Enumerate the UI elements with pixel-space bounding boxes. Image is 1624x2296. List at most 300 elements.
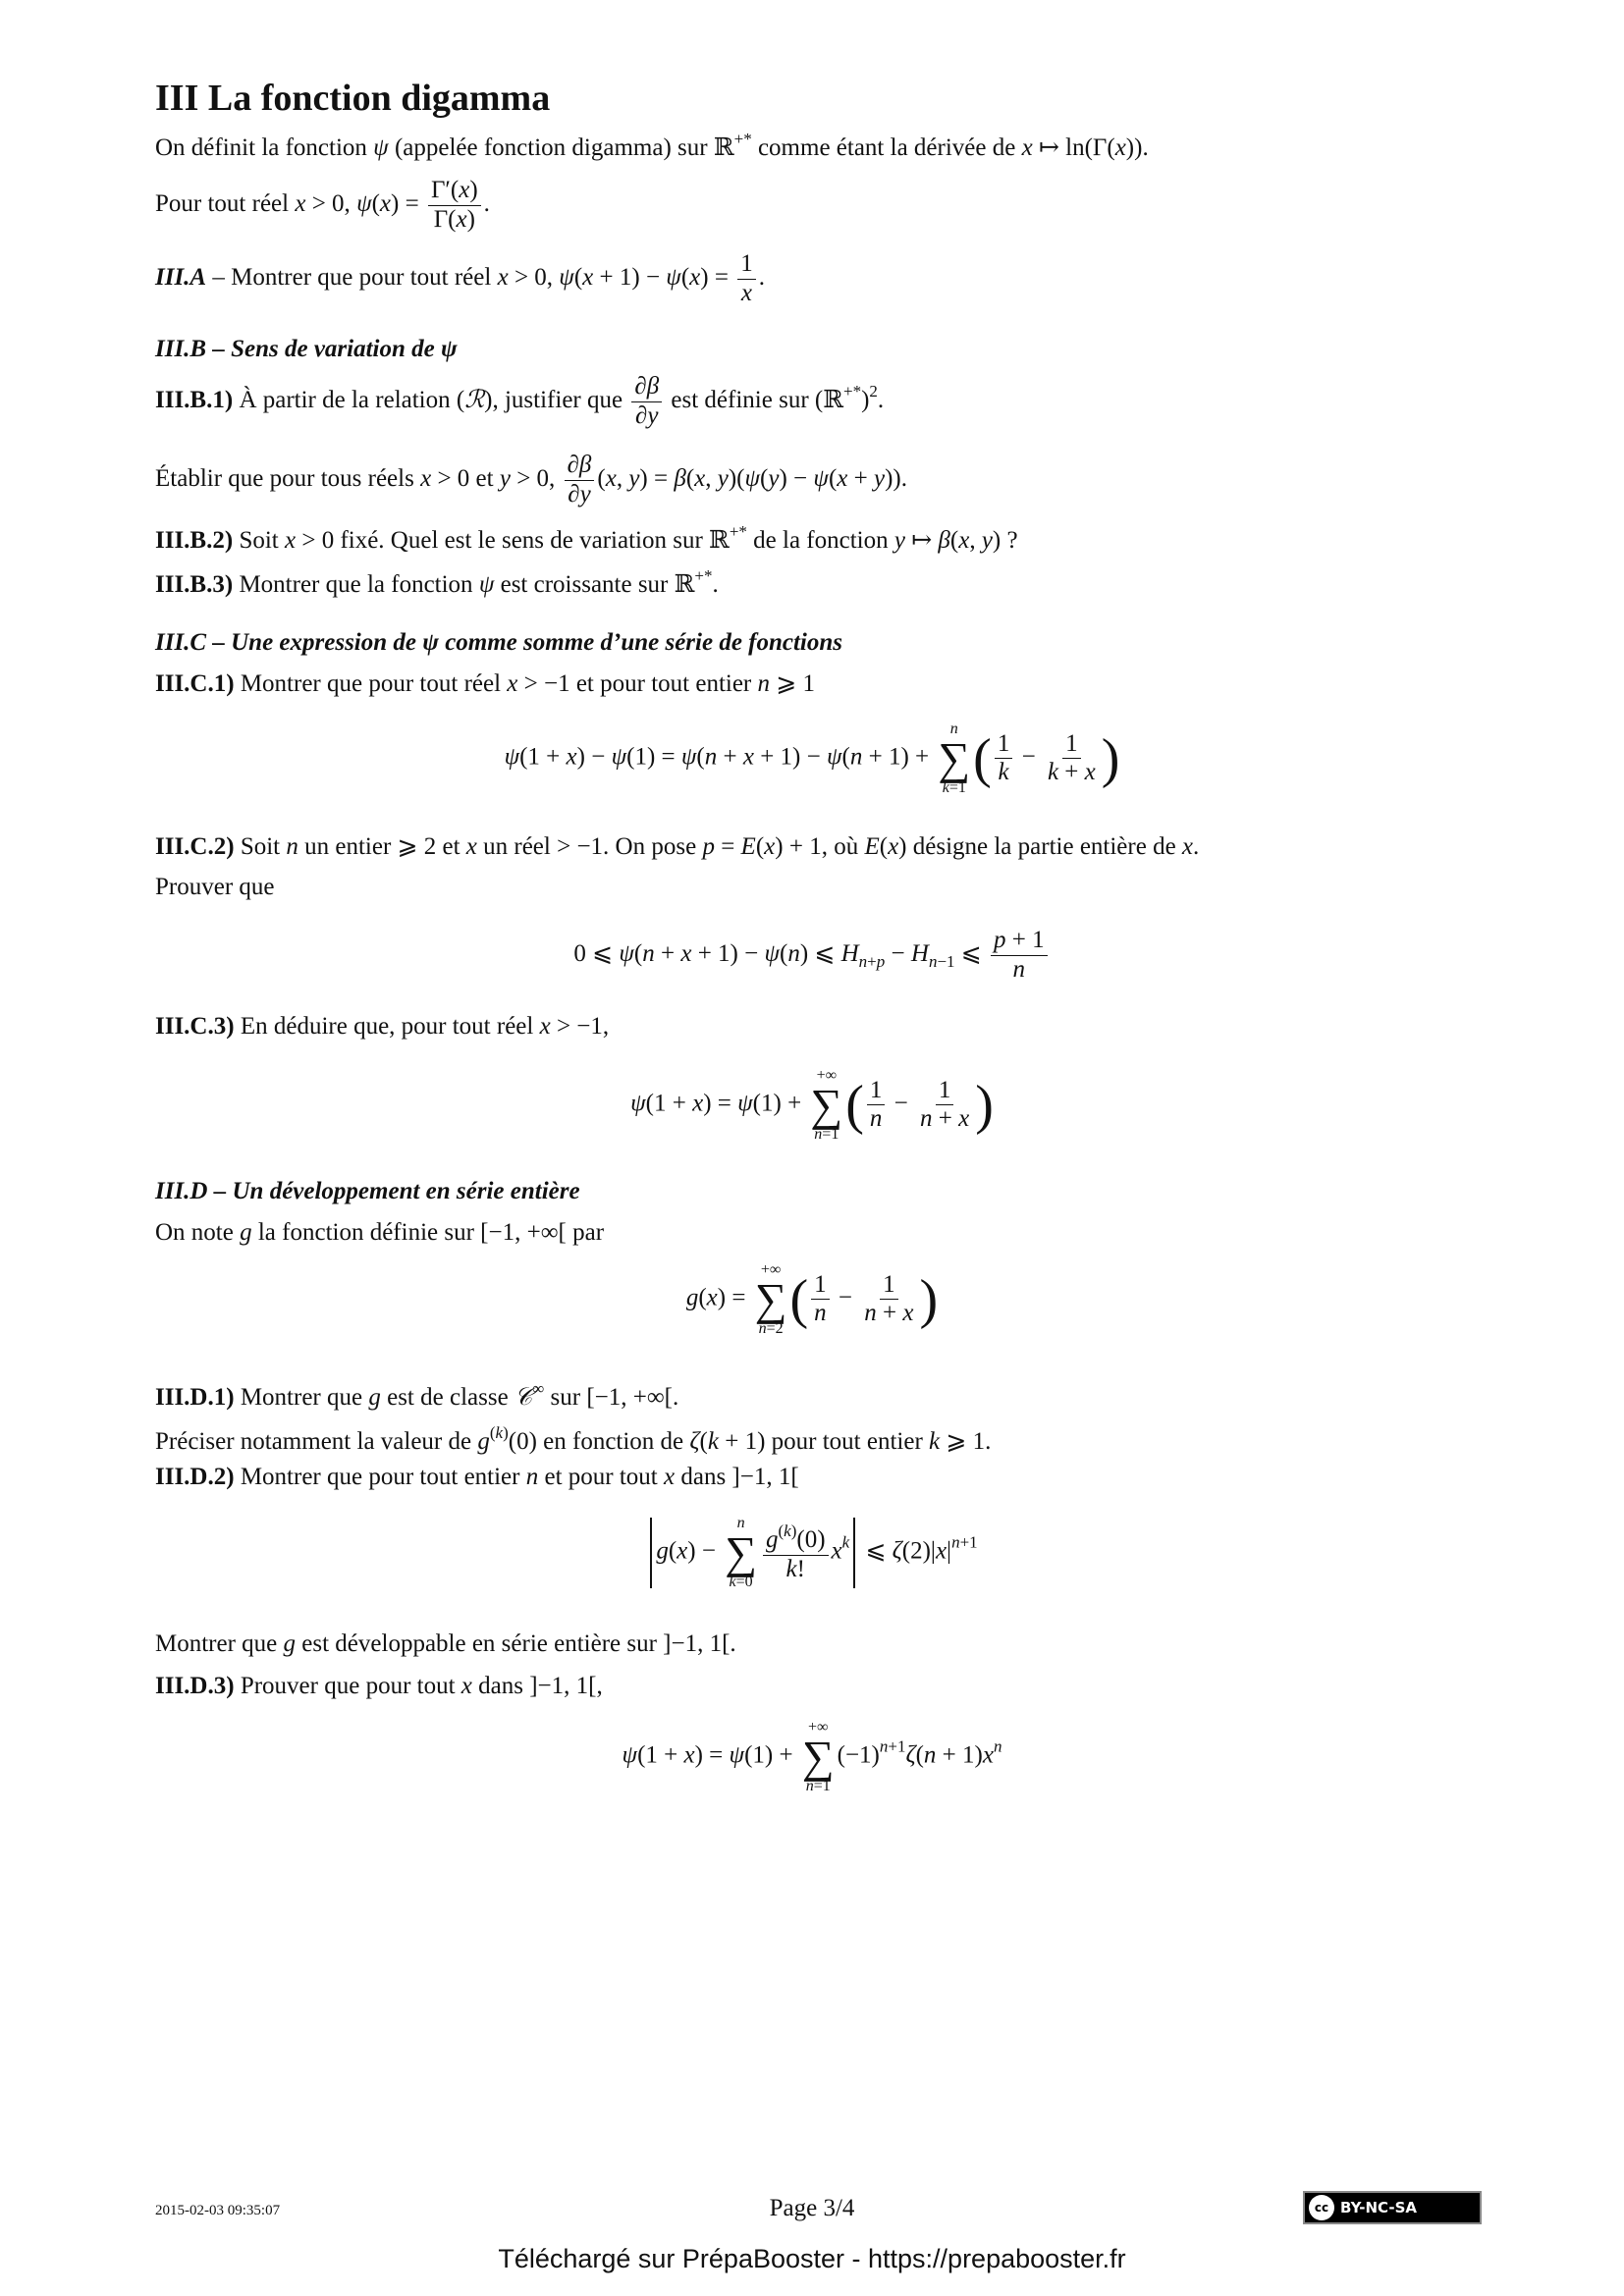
text: + 1) pour tout entier xyxy=(718,1428,930,1455)
footer-date: 2015-02-03 09:35:07 xyxy=(155,2203,281,2218)
math-symbol: x xyxy=(664,1464,676,1490)
page-number: Page 3/4 xyxy=(769,2195,855,2221)
text: + 1) − xyxy=(691,939,765,967)
text: (0) en fonction de xyxy=(508,1428,690,1455)
text: ( xyxy=(778,1522,785,1541)
math-symbol: β xyxy=(646,373,660,400)
paragraph-line xyxy=(155,566,719,600)
right-paren: ) xyxy=(1101,727,1120,789)
denominator xyxy=(431,206,478,235)
math-symbol: E xyxy=(864,833,880,860)
text: +1 xyxy=(959,1532,978,1552)
text: Pour tout réel xyxy=(155,189,296,217)
superscript xyxy=(694,566,712,585)
math-symbol: n xyxy=(704,743,718,771)
math-symbol: ψ xyxy=(666,263,681,291)
math-symbol: n xyxy=(951,1532,960,1552)
math-symbol: x xyxy=(459,177,470,203)
text: + 1) + xyxy=(862,743,936,771)
math-symbol: k xyxy=(929,1428,941,1455)
math-symbol: n xyxy=(928,951,938,971)
math-symbol: ψ xyxy=(611,743,627,771)
question-label: III.D.2) xyxy=(155,1464,235,1490)
math-symbol: n xyxy=(525,1464,539,1490)
text: ( xyxy=(949,527,959,554)
text: ( xyxy=(371,189,380,217)
denominator xyxy=(738,280,755,308)
denominator xyxy=(1045,759,1099,787)
text: ↦ ln(Γ( xyxy=(1032,134,1115,161)
text: ) ⩽ xyxy=(799,939,841,967)
text: (2)| xyxy=(901,1537,936,1565)
math-symbol: k xyxy=(495,1423,504,1442)
math-symbol: k xyxy=(729,1573,736,1590)
math-symbol: ℛ xyxy=(464,386,485,413)
text: ( xyxy=(879,833,889,860)
math-symbol: y xyxy=(579,480,591,507)
text: est de classe xyxy=(380,1384,514,1411)
superscript xyxy=(994,1737,1002,1756)
text: (appelée fonction digamma) sur ℝ xyxy=(388,134,734,161)
math-symbol: x xyxy=(295,189,306,217)
math-symbol: β xyxy=(674,464,686,492)
numerator xyxy=(631,373,662,402)
superscript xyxy=(532,1379,544,1398)
math-symbol: k xyxy=(707,1428,719,1455)
fraction xyxy=(737,250,756,308)
text: ↦ xyxy=(904,527,939,554)
math-symbol: x xyxy=(764,833,776,860)
text: ) xyxy=(790,1522,797,1541)
paragraph-line xyxy=(155,1463,799,1492)
superscript xyxy=(730,522,747,541)
text: ) = xyxy=(717,1284,752,1311)
math-symbol: n xyxy=(879,1736,889,1756)
text: À partir de la relation ( xyxy=(233,386,465,413)
denominator xyxy=(917,1105,972,1134)
text: ! xyxy=(796,1555,805,1582)
denominator xyxy=(867,1105,886,1134)
math-symbol: n xyxy=(805,1777,814,1794)
paragraph-line xyxy=(155,1012,609,1041)
text: ( xyxy=(698,1284,707,1311)
math-symbol: ψ xyxy=(619,939,634,967)
text: =1 xyxy=(822,1125,839,1143)
paragraph-line xyxy=(155,130,1149,163)
text: ) + 1, où xyxy=(775,833,865,860)
text: + xyxy=(847,464,874,492)
text: 2 xyxy=(869,381,878,400)
text: ∂ xyxy=(568,480,580,507)
numerator xyxy=(428,177,481,206)
text: On définit la fonction xyxy=(155,134,374,161)
paragraph-line xyxy=(155,1177,580,1206)
question-label: III.C.1) xyxy=(155,670,235,697)
lower-limit xyxy=(814,1127,839,1143)
question-label: III.D.3) xyxy=(155,1673,235,1699)
text: + xyxy=(1058,759,1085,786)
text: )). xyxy=(885,464,908,492)
math-symbol: x xyxy=(497,263,509,291)
text: + 1) − xyxy=(753,743,827,771)
text: ∂ xyxy=(567,452,579,478)
math-symbol: n xyxy=(1012,955,1026,983)
absolute-value-bar xyxy=(650,1518,652,1588)
text: ∂ xyxy=(635,401,648,429)
text: > 0 fixé. Quel est le sens de variation sur ℝ xyxy=(296,527,730,554)
text: +* xyxy=(733,130,752,148)
math-symbol: ψ xyxy=(737,1090,753,1117)
math-symbol: x xyxy=(582,263,594,291)
denominator xyxy=(1010,956,1029,985)
text: +* xyxy=(729,522,747,541)
numerator xyxy=(991,927,1048,956)
math-symbol: k xyxy=(785,1555,797,1582)
fraction xyxy=(428,177,481,235)
math-symbol: g xyxy=(368,1384,381,1411)
text: ( xyxy=(915,1741,924,1769)
text: En déduire que, pour tout réel xyxy=(234,1013,540,1040)
superscript xyxy=(842,1533,850,1552)
absolute-value-bar xyxy=(853,1518,855,1588)
math-symbol: n xyxy=(814,1300,827,1327)
text: ⩽ xyxy=(859,1537,893,1565)
text: +∞ xyxy=(816,1067,838,1084)
math-symbol: H xyxy=(910,939,929,967)
text: = xyxy=(714,833,741,860)
math-symbol: n xyxy=(757,670,771,697)
paragraph-line xyxy=(155,177,490,235)
text: | xyxy=(947,1537,952,1565)
sigma-symbol: ∑ xyxy=(938,733,971,783)
text: − xyxy=(832,1284,859,1311)
superscript xyxy=(869,382,878,400)
text: Montrer que pour tout entier xyxy=(234,1464,526,1490)
text: (1 + xyxy=(519,743,567,771)
math-symbol: n xyxy=(993,1736,1002,1756)
license-badge[interactable] xyxy=(1303,2191,1482,2224)
math-symbol: E xyxy=(740,833,756,860)
text: > 0, xyxy=(510,464,562,492)
text: ) xyxy=(503,1423,509,1442)
fraction xyxy=(631,373,662,431)
text: . xyxy=(483,189,490,217)
math-symbol: x xyxy=(958,1105,970,1133)
lower-limit xyxy=(806,1779,831,1794)
math-symbol: x xyxy=(742,743,754,771)
text: ⩾ 1. xyxy=(940,1428,992,1455)
text: > −1, xyxy=(550,1013,610,1040)
text: =2 xyxy=(766,1319,784,1337)
summation xyxy=(810,1068,842,1143)
text: =1 xyxy=(948,778,966,796)
math-symbol: x xyxy=(1021,134,1033,161)
text: −1 xyxy=(937,951,955,971)
question-label: III.B.2) xyxy=(155,527,234,554)
math-symbol: x xyxy=(982,1741,994,1769)
text: Prouver que xyxy=(155,874,275,900)
math-symbol: y xyxy=(893,527,905,554)
math-symbol: β xyxy=(578,452,592,478)
math-symbol: x xyxy=(831,1537,842,1565)
text: +1 xyxy=(888,1736,906,1756)
text: ⩽ xyxy=(954,939,988,967)
numerator xyxy=(867,1077,886,1106)
math-symbol: x xyxy=(379,189,392,217)
subscript xyxy=(859,952,886,971)
text: dans ]−1, 1[, xyxy=(471,1673,603,1699)
text: ( xyxy=(597,464,606,492)
text: (1 + xyxy=(645,1090,693,1117)
numerator xyxy=(811,1271,830,1301)
math-symbol: n xyxy=(286,833,298,860)
math-symbol: x xyxy=(694,464,706,492)
math-symbol: n xyxy=(787,939,800,967)
text: ) = xyxy=(639,464,675,492)
math-symbol: g xyxy=(240,1219,252,1246)
math-symbol: n xyxy=(858,951,868,971)
math-symbol: ψ xyxy=(744,464,761,492)
summation xyxy=(938,721,970,796)
text: Montrer que la fonction xyxy=(233,571,479,598)
text: Montrer que xyxy=(155,1630,284,1657)
text: ⩾ 1 xyxy=(770,670,815,697)
denominator xyxy=(996,759,1012,787)
math-symbol: n xyxy=(864,1300,877,1327)
text: + xyxy=(932,1105,959,1133)
text: + xyxy=(717,743,743,771)
text: un réel > −1. On pose xyxy=(476,833,703,860)
text: Γ′( xyxy=(430,177,460,203)
paragraph-line xyxy=(155,628,842,658)
text: la fonction définie sur [−1, +∞[ par xyxy=(251,1219,605,1246)
text: ( xyxy=(696,743,705,771)
section-title: III La fonction digamma xyxy=(155,78,551,119)
math-symbol: x xyxy=(677,1537,688,1565)
math-symbol: 𝒞 xyxy=(514,1384,533,1411)
math-symbol: x xyxy=(465,833,477,860)
fraction xyxy=(867,1077,886,1135)
text: ( xyxy=(668,1537,677,1565)
question-label: III.C.3) xyxy=(155,1013,235,1040)
subscript xyxy=(929,952,955,971)
math-symbol: β xyxy=(938,527,950,554)
math-symbol: g xyxy=(656,1537,669,1565)
text: 1 xyxy=(938,1076,951,1103)
math-symbol: y xyxy=(717,464,729,492)
math-symbol: g xyxy=(283,1630,297,1657)
text: ( xyxy=(755,833,765,860)
math-symbol: ψ xyxy=(373,134,389,161)
paragraph-line xyxy=(155,1379,678,1413)
denominator xyxy=(784,1556,808,1584)
math-symbol: x xyxy=(935,1537,947,1565)
text: comme étant la dérivée de xyxy=(751,134,1022,161)
text: =1 xyxy=(813,1777,831,1794)
text: ) − xyxy=(687,1537,723,1565)
text: ( xyxy=(489,1423,496,1442)
math-symbol: ψ xyxy=(504,743,520,771)
paragraph-line xyxy=(155,832,1199,862)
math-symbol: ψ xyxy=(729,1741,745,1769)
text: , xyxy=(616,464,629,492)
summation xyxy=(755,1262,787,1337)
math-symbol: x xyxy=(692,1090,704,1117)
text: Soit xyxy=(234,833,287,860)
lower-limit xyxy=(759,1321,784,1337)
superscript xyxy=(843,382,861,400)
math-symbol: n xyxy=(849,743,863,771)
text: − xyxy=(885,939,911,967)
math-symbol: p xyxy=(702,833,715,860)
math-symbol: k xyxy=(998,759,1009,786)
math-symbol: ζ xyxy=(689,1428,700,1455)
text: > 0 et xyxy=(431,464,500,492)
summation xyxy=(802,1720,835,1794)
text: ∞ xyxy=(532,1379,545,1398)
sigma-symbol: ∑ xyxy=(810,1080,843,1130)
subsection-heading: III.C – Une expression de ψ comme somme d’une série de fonctions xyxy=(155,629,843,656)
fraction xyxy=(995,730,1013,788)
text: ( xyxy=(780,939,788,967)
math-symbol: ψ xyxy=(622,1741,638,1769)
text: Γ( xyxy=(433,205,457,233)
math-symbol: y xyxy=(981,527,993,554)
math-symbol: p xyxy=(993,927,1006,953)
text: + 1 xyxy=(1005,927,1045,953)
text: ) ? xyxy=(992,527,1018,554)
text: ( xyxy=(841,743,850,771)
numerator xyxy=(936,1077,954,1106)
sigma-symbol: ∑ xyxy=(801,1732,835,1782)
math-symbol: ψ xyxy=(559,263,574,291)
math-symbol: ψ xyxy=(813,464,829,492)
text: Montrer que pour tout réel xyxy=(234,670,508,697)
text: ( xyxy=(680,263,690,291)
fraction xyxy=(811,1271,830,1329)
text: − xyxy=(1015,743,1042,771)
text: + 1) xyxy=(936,1741,983,1769)
text: 1 xyxy=(1065,729,1078,757)
right-paren: ) xyxy=(975,1074,994,1136)
text: + xyxy=(654,939,681,967)
left-paren: ( xyxy=(789,1268,809,1330)
math-symbol: y xyxy=(628,464,640,492)
text: +* xyxy=(694,566,713,585)
text: > 0, xyxy=(508,263,560,291)
text: ( xyxy=(573,263,583,291)
numerator xyxy=(995,730,1013,760)
text: ( xyxy=(828,464,838,492)
text: 1 xyxy=(740,250,753,277)
text: (1) + xyxy=(752,1090,808,1117)
text: 1 xyxy=(869,1076,883,1103)
text: – Montrer que pour tout réel xyxy=(206,263,498,291)
text: ) = xyxy=(703,1090,738,1117)
text: 1 xyxy=(814,1270,827,1298)
text: > −1 et pour tout entier xyxy=(517,670,758,697)
sigma-symbol: ∑ xyxy=(754,1274,787,1324)
superscript xyxy=(779,1522,797,1540)
text: On note xyxy=(155,1219,241,1246)
text: ∂ xyxy=(634,373,647,400)
text: )). xyxy=(1125,134,1149,161)
paragraph-line xyxy=(155,1672,603,1701)
text: 1 xyxy=(997,729,1010,757)
math-symbol: n xyxy=(923,1741,937,1769)
superscript xyxy=(490,1423,509,1442)
denominator xyxy=(565,481,593,509)
superscript xyxy=(951,1533,978,1552)
text: > 0, xyxy=(305,189,357,217)
text: (0) xyxy=(796,1526,826,1554)
text: un entier ⩾ 2 et xyxy=(298,833,466,860)
text: , xyxy=(705,464,718,492)
right-paren: ) xyxy=(919,1268,939,1330)
text: ) xyxy=(861,386,870,413)
math-symbol: n xyxy=(736,1515,745,1531)
math-symbol: ψ xyxy=(356,189,372,217)
text: + 1) − xyxy=(593,263,667,291)
fraction xyxy=(917,1077,972,1135)
text: est croissante sur ℝ xyxy=(494,571,695,598)
text: . xyxy=(877,386,885,413)
text: ( xyxy=(760,464,769,492)
math-symbol: y xyxy=(874,464,886,492)
math-symbol: y xyxy=(768,464,780,492)
lower-limit xyxy=(943,780,966,796)
text: (1) = xyxy=(626,743,681,771)
text: )( xyxy=(728,464,745,492)
fraction xyxy=(763,1522,829,1584)
paragraph-line xyxy=(155,1423,991,1457)
math-symbol: n xyxy=(949,721,958,737)
text: Établir que pour tous réels xyxy=(155,464,421,492)
text: =0 xyxy=(735,1573,753,1590)
subsection-heading: III.B – Sens de variation de ψ xyxy=(155,336,458,362)
paragraph-line xyxy=(155,873,275,902)
text: sur [−1, +∞[. xyxy=(544,1384,679,1411)
text: Soit xyxy=(233,527,285,554)
display-equation xyxy=(0,721,1624,796)
text: Montrer que xyxy=(234,1384,369,1411)
math-symbol: x xyxy=(539,1013,551,1040)
text: . xyxy=(712,571,719,598)
text: + xyxy=(876,1300,903,1327)
text: ) = xyxy=(700,263,735,291)
text: +∞ xyxy=(808,1719,829,1735)
text: Préciser notamment la valeur de xyxy=(155,1428,478,1455)
numerator xyxy=(565,452,595,481)
display-equation xyxy=(0,927,1624,985)
math-symbol: x xyxy=(566,743,577,771)
math-symbol: n xyxy=(814,1125,823,1143)
subsection-heading: III.A xyxy=(155,263,207,291)
math-symbol: x xyxy=(456,205,467,233)
left-paren: ( xyxy=(973,727,992,789)
math-symbol: y xyxy=(647,401,659,429)
math-symbol: g xyxy=(685,1284,699,1311)
text: ( xyxy=(685,464,695,492)
math-symbol: x xyxy=(1181,833,1194,860)
text: et pour tout xyxy=(538,1464,664,1490)
text: ( xyxy=(633,939,643,967)
summation xyxy=(725,1516,757,1590)
text: ) = xyxy=(694,1741,730,1769)
math-symbol: n xyxy=(919,1105,933,1133)
fraction xyxy=(565,452,595,509)
math-symbol: x xyxy=(902,1300,914,1327)
